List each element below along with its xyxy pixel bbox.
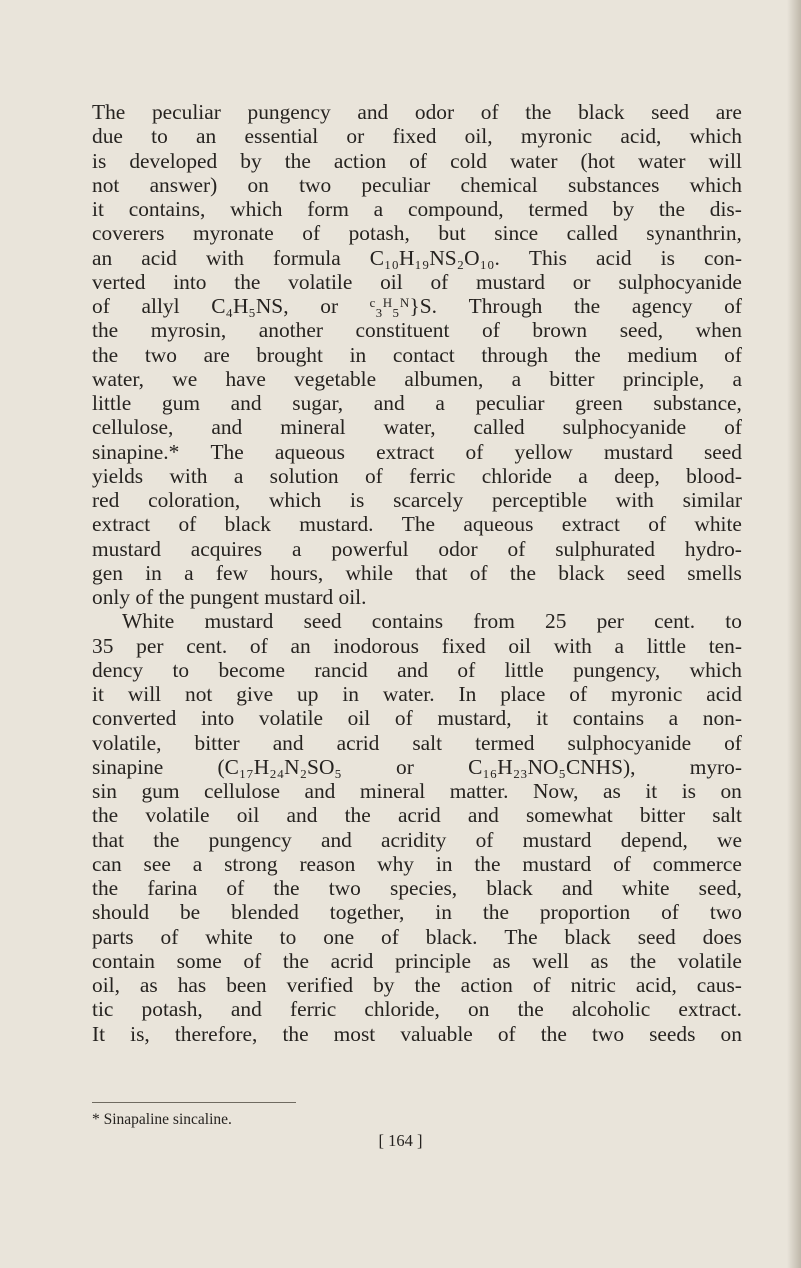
text-line: mustard acquires a powerful odor of sulphurated hydro- — [92, 536, 742, 561]
text-line: can see a strong reason why in the mustard of commerce — [92, 851, 742, 876]
text-line: the two are brought in contact through the medium of — [92, 342, 742, 367]
text-line: gen in a few hours, while that of the black seed smells — [92, 560, 742, 585]
text-line: of allyl C₄H₅NS, or ᶜ₃ᴴ₅ᴺ}S. Through the agency of — [92, 294, 742, 318]
text-line: sin gum cellulose and mineral matter. Now, as it is on — [92, 779, 742, 803]
text-line: tic potash, and ferric chloride, on the alcoholic extract. — [92, 997, 742, 1022]
text-line: volatile, bitter and acrid salt termed sulphocyanide of — [92, 730, 742, 755]
text-line: verted into the volatile oil of mustard or sulphocyanide — [92, 269, 742, 294]
text-line: red coloration, which is scarcely perceptible with similar — [92, 488, 742, 512]
text-line: that the pungency and acridity of mustard depend, we — [92, 827, 742, 852]
text-line: parts of white to one of black. The black seed does — [92, 924, 742, 949]
text-line: should be blended together, in the proportion of two — [92, 900, 742, 925]
text-line: coverers myronate of potash, but since called synanthrin, — [92, 221, 742, 246]
text-line: not answer) on two peculiar chemical substances which — [92, 172, 742, 197]
text-line: little gum and sugar, and a peculiar green substance, — [92, 391, 742, 415]
footnote-rule — [92, 1102, 296, 1103]
page-edge-shadow — [787, 0, 801, 1268]
text-line: It is, therefore, the most valuable of the two seeds on — [92, 1021, 742, 1046]
page-number: [ 164 ] — [378, 1131, 423, 1150]
body-text — [92, 100, 742, 1046]
text-line: sinapine (C₁₇H₂₄N₂SO₅ or C₁₆H₂₃NO₅CNHS), myro- — [92, 754, 742, 779]
text-line: contain some of the acrid principle as well as the volatile — [92, 948, 742, 973]
text-line: 35 per cent. of an inodorous fixed oil with a little ten- — [92, 633, 742, 658]
text-line: White mustard seed contains from 25 per cent. to — [122, 609, 742, 634]
text-line: the farina of the two species, black and white seed, — [92, 876, 742, 900]
text-line: the volatile oil and the acrid and somewhat bitter salt — [92, 803, 742, 828]
footnote: * Sinapaline sincaline. — [92, 1111, 232, 1128]
text-line: yields with a solution of ferric chloride a deep, blood- — [92, 463, 742, 488]
text-line: dency to become rancid and of little pungency, which — [92, 657, 742, 682]
text-line: due to an essential or fixed oil, myronic acid, which — [92, 124, 742, 149]
text-line: it contains, which form a compound, termed by the dis- — [92, 197, 742, 221]
text-line: sinapine.* The aqueous extract of yellow mustard seed — [92, 439, 742, 464]
text-line: converted into volatile oil of mustard, it contains a non- — [92, 706, 742, 731]
text-line: The peculiar pungency and odor of the black seed are — [92, 100, 742, 124]
text-line: water, we have vegetable albumen, a bitter principle, a — [92, 366, 742, 391]
text-line: the myrosin, another constituent of brown seed, when — [92, 318, 742, 343]
text-line: an acid with formula C₁₀H₁₉NS₂O₁₀. This acid is con- — [92, 245, 742, 270]
text-line: it will not give up in water. In place of myronic acid — [92, 682, 742, 706]
text-line: cellulose, and mineral water, called sulphocyanide of — [92, 415, 742, 440]
text-line: extract of black mustard. The aqueous extract of white — [92, 512, 742, 537]
text-line: oil, as has been verified by the action of nitric acid, caus- — [92, 973, 742, 997]
text-line: is developed by the action of cold water (hot water will — [92, 148, 742, 173]
text-line: only of the pungent mustard oil. — [92, 585, 367, 609]
